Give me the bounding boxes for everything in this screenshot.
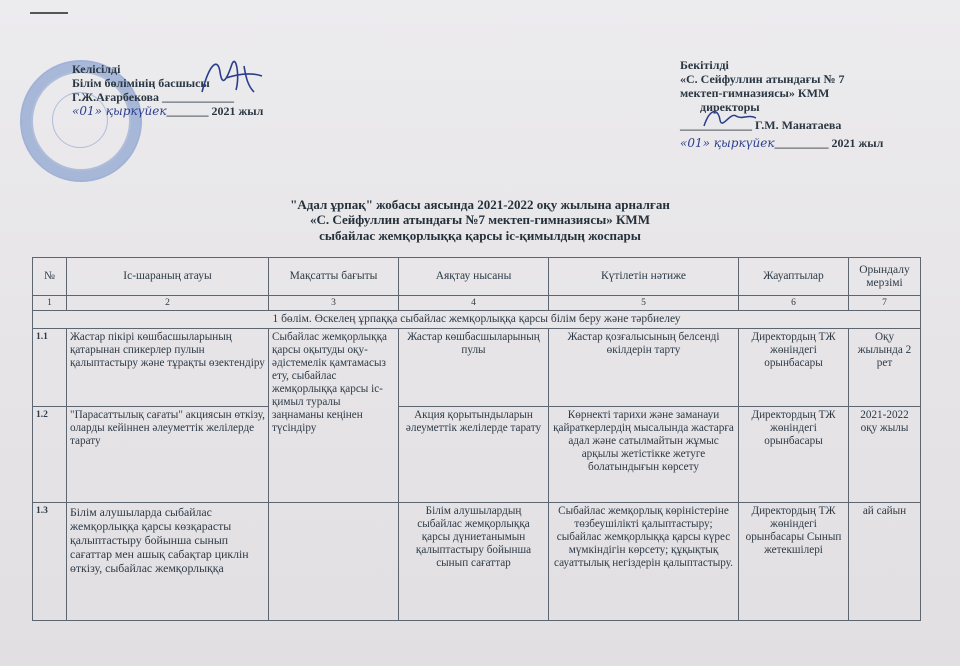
row-result: Көрнекті тарихи және заманауи қайраткерлердің мысалында жастарға адал және сатылмайтын жұмыс арқылы жетістікке жетуге болатындығын көрсету (549, 407, 739, 503)
row-id: 1.3 (33, 503, 67, 621)
title-line3: сыбайлас жемқорлыққа қарсы іс-қимылдың жоспары (319, 228, 641, 243)
row-result: Жастар қозғалысының белсенді өкілдерін тарту (549, 329, 739, 407)
row-name: Білім алушыларда сыбайлас жемқорлыққа қарсы көзқарасты қалыптастыру бойынша сынып сағаттар мен ашық сабақтар циклін өткізу, сыбайлас жемқорлыққа (67, 503, 269, 621)
column-number: 6 (739, 296, 849, 311)
row-responsible: Директордың ТЖ жөніндегі орынбасары (739, 329, 849, 407)
column-number-row (33, 296, 921, 311)
header-cell: Мақсатты бағыты (269, 258, 399, 296)
row-name: Жастар пікірі көшбасшыларының қатарынан спикерлер пулын қалыптастыру және тұрақты өзектендіру (67, 329, 269, 407)
row-deadline: 2021-2022 оқу жылы (849, 407, 921, 503)
approval-left-line2: Білім бөлімінің басшысы (72, 76, 210, 90)
header-cell: Орындалу мерзімі (849, 258, 921, 296)
header-row (33, 258, 921, 296)
header-cell: Іс-шараның атауы (67, 258, 269, 296)
top-mark (30, 12, 68, 14)
approval-left-line1: Келісілді (72, 62, 121, 76)
column-number: 2 (67, 296, 269, 311)
left-signature (196, 52, 266, 100)
approval-right-name: ____________ Г.М. Манатаева (680, 118, 842, 132)
header-cell: Күтілетін нәтиже (549, 258, 739, 296)
column-number: 3 (269, 296, 399, 311)
approval-left-line3: Г.Ж.Ағарбекова ____________ (72, 90, 235, 104)
header-cell: Аяқтау нысаны (399, 258, 549, 296)
plan-table (32, 257, 921, 621)
title-line2: «С. Сейфуллин атындағы №7 мектеп-гимназиясы» КММ (310, 212, 650, 227)
header-cell: № (33, 258, 67, 296)
approval-left-date: «01» қыркүйек_______ 2021 жыл (72, 104, 264, 118)
row-responsible: Директордың ТЖ жөніндегі орынбасары Сынып жетекшілері (739, 503, 849, 621)
row-form: Акция қорытындыларын әлеуметтік желілерде тарату (399, 407, 549, 503)
approval-right-line3: мектеп-гимназиясы» КММ (680, 86, 830, 100)
row-target (269, 503, 399, 621)
row-result: Сыбайлас жемқорлық көріністеріне төзбеушілікті қалыптастыру; сыбайлас жемқорлыққа қарсы күрес мүмкіндігін көрсету; құқықтық сауаттылық негіздерін қалыптастыру. (549, 503, 739, 621)
row-deadline: Оқу жылында 2 рет (849, 329, 921, 407)
row-id: 1.1 (33, 329, 67, 407)
table-row (33, 503, 921, 621)
row-form: Білім алушылардың сыбайлас жемқорлыққа қарсы дүниетанымын қалыптастыру бойынша сынып сағаттар (399, 503, 549, 621)
header-cell: Жауаптылар (739, 258, 849, 296)
column-number: 7 (849, 296, 921, 311)
column-number: 5 (549, 296, 739, 311)
title-line1: "Адал ұрпақ" жобасы аясында 2021-2022 оқу жылына арналған (290, 197, 670, 212)
row-deadline: ай сайын (849, 503, 921, 621)
column-number: 4 (399, 296, 549, 311)
approval-right-date: «01» қыркүйек_________ 2021 жыл (680, 136, 884, 150)
row-target-shared: Сыбайлас жемқорлыққа қарсы оқытуды оқу-әдістемелік қамтамасыз ету, сыбайлас жемқорлыққа қарсы іс-қимыл туралы заңнаманы кеңінен түсіндіру (269, 329, 399, 503)
row-id: 1.2 (33, 407, 67, 503)
approval-right-line2: «С. Сейфуллин атындағы № 7 (680, 72, 845, 86)
approval-right-line4: директоры (700, 100, 760, 114)
table-row (33, 329, 921, 407)
row-name: "Парасаттылық сағаты" акциясын өткізу, оларды кейіннен әлеуметтік желілерде тарату (67, 407, 269, 503)
right-signature (700, 104, 760, 134)
approval-right-line1: Бекітілді (680, 58, 729, 72)
table-row (33, 407, 921, 503)
column-number: 1 (33, 296, 67, 311)
row-responsible: Директордың ТЖ жөніндегі орынбасары (739, 407, 849, 503)
section-title: 1 бөлім. Өскелең ұрпаққа сыбайлас жемқорлыққа қарсы білім беру және тәрбиелеу (33, 311, 921, 329)
row-form: Жастар көшбасшыларының пулы (399, 329, 549, 407)
section-row (33, 311, 921, 329)
